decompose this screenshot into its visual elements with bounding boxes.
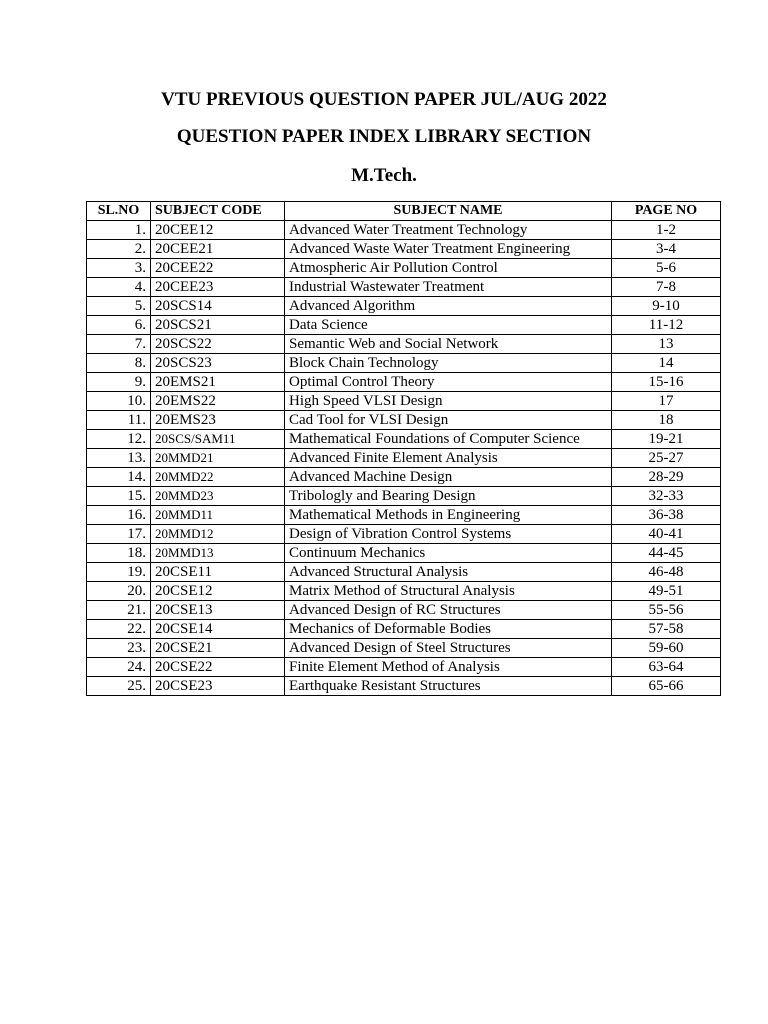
column-header-page-no: PAGE NO <box>612 202 721 221</box>
cell-subject-code: 20MMD22 <box>151 468 285 487</box>
cell-page-no: 28-29 <box>612 468 721 487</box>
cell-subject-code: 20CEE22 <box>151 259 285 278</box>
cell-subject-name: Finite Element Method of Analysis <box>285 658 612 677</box>
cell-page-no: 7-8 <box>612 278 721 297</box>
table-row <box>87 316 721 335</box>
cell-page-no: 3-4 <box>612 240 721 259</box>
cell-subject-code: 20CSE21 <box>151 639 285 658</box>
cell-subject-name: Design of Vibration Control Systems <box>285 525 612 544</box>
cell-sl-no: 21. <box>87 601 151 620</box>
table-row <box>87 582 721 601</box>
cell-page-no: 14 <box>612 354 721 373</box>
cell-subject-code: 20MMD23 <box>151 487 285 506</box>
cell-page-no: 17 <box>612 392 721 411</box>
cell-sl-no: 24. <box>87 658 151 677</box>
table-row <box>87 468 721 487</box>
cell-page-no: 44-45 <box>612 544 721 563</box>
table-row <box>87 544 721 563</box>
cell-sl-no: 25. <box>87 677 151 696</box>
table-row <box>87 525 721 544</box>
table-row <box>87 240 721 259</box>
cell-subject-name: Advanced Design of RC Structures <box>285 601 612 620</box>
cell-sl-no: 1. <box>87 221 151 240</box>
cell-subject-name: Cad Tool for VLSI Design <box>285 411 612 430</box>
table-row <box>87 297 721 316</box>
cell-sl-no: 11. <box>87 411 151 430</box>
cell-page-no: 46-48 <box>612 563 721 582</box>
cell-subject-name: Advanced Design of Steel Structures <box>285 639 612 658</box>
cell-sl-no: 13. <box>87 449 151 468</box>
table-row <box>87 601 721 620</box>
cell-page-no: 55-56 <box>612 601 721 620</box>
table-row <box>87 658 721 677</box>
cell-subject-code: 20SCS23 <box>151 354 285 373</box>
table-header-row <box>87 202 721 221</box>
question-paper-index-table <box>86 201 721 696</box>
table-row <box>87 487 721 506</box>
cell-sl-no: 12. <box>87 430 151 449</box>
table-row <box>87 620 721 639</box>
cell-subject-code: 20CSE22 <box>151 658 285 677</box>
cell-subject-code: 20MMD13 <box>151 544 285 563</box>
cell-subject-name: Advanced Finite Element Analysis <box>285 449 612 468</box>
table-row <box>87 411 721 430</box>
cell-page-no: 25-27 <box>612 449 721 468</box>
table-row <box>87 335 721 354</box>
cell-page-no: 5-6 <box>612 259 721 278</box>
cell-sl-no: 17. <box>87 525 151 544</box>
cell-subject-code: 20CEE21 <box>151 240 285 259</box>
cell-subject-code: 20MMD21 <box>151 449 285 468</box>
cell-sl-no: 14. <box>87 468 151 487</box>
cell-page-no: 9-10 <box>612 297 721 316</box>
document-subtitle: QUESTION PAPER INDEX LIBRARY SECTION <box>176 126 592 147</box>
cell-sl-no: 7. <box>87 335 151 354</box>
table-row <box>87 506 721 525</box>
cell-sl-no: 9. <box>87 373 151 392</box>
cell-subject-code: 20CSE13 <box>151 601 285 620</box>
column-header-subject-code: SUBJECT CODE <box>151 202 285 221</box>
table-row <box>87 677 721 696</box>
cell-sl-no: 3. <box>87 259 151 278</box>
document-title: VTU PREVIOUS QUESTION PAPER JUL/AUG 2022 <box>161 89 607 110</box>
cell-subject-code: 20SCS21 <box>151 316 285 335</box>
cell-subject-name: Data Science <box>285 316 612 335</box>
cell-sl-no: 23. <box>87 639 151 658</box>
cell-subject-code: 20CSE23 <box>151 677 285 696</box>
cell-page-no: 18 <box>612 411 721 430</box>
cell-sl-no: 19. <box>87 563 151 582</box>
cell-subject-name: Matrix Method of Structural Analysis <box>285 582 612 601</box>
cell-subject-code: 20CEE23 <box>151 278 285 297</box>
cell-sl-no: 10. <box>87 392 151 411</box>
cell-subject-name: Tribologly and Bearing Design <box>285 487 612 506</box>
cell-page-no: 15-16 <box>612 373 721 392</box>
cell-subject-code: 20MMD12 <box>151 525 285 544</box>
cell-page-no: 63-64 <box>612 658 721 677</box>
cell-sl-no: 16. <box>87 506 151 525</box>
table-row <box>87 563 721 582</box>
cell-subject-code: 20CEE12 <box>151 221 285 240</box>
cell-sl-no: 22. <box>87 620 151 639</box>
program-title: M.Tech. <box>351 165 417 186</box>
cell-page-no: 49-51 <box>612 582 721 601</box>
cell-subject-name: Earthquake Resistant Structures <box>285 677 612 696</box>
cell-page-no: 11-12 <box>612 316 721 335</box>
table-row <box>87 449 721 468</box>
cell-subject-name: Continuum Mechanics <box>285 544 612 563</box>
cell-page-no: 57-58 <box>612 620 721 639</box>
cell-sl-no: 8. <box>87 354 151 373</box>
cell-subject-name: Optimal Control Theory <box>285 373 612 392</box>
cell-page-no: 40-41 <box>612 525 721 544</box>
cell-subject-name: Atmospheric Air Pollution Control <box>285 259 612 278</box>
cell-page-no: 32-33 <box>612 487 721 506</box>
table-row <box>87 221 721 240</box>
cell-subject-code: 20SCS22 <box>151 335 285 354</box>
cell-page-no: 1-2 <box>612 221 721 240</box>
table-row <box>87 259 721 278</box>
cell-subject-code: 20SCS/SAM11 <box>151 430 285 449</box>
cell-subject-name: Advanced Water Treatment Technology <box>285 221 612 240</box>
cell-subject-code: 20CSE12 <box>151 582 285 601</box>
cell-sl-no: 4. <box>87 278 151 297</box>
cell-sl-no: 5. <box>87 297 151 316</box>
cell-sl-no: 20. <box>87 582 151 601</box>
cell-subject-code: 20EMS23 <box>151 411 285 430</box>
cell-subject-name: Block Chain Technology <box>285 354 612 373</box>
cell-subject-code: 20SCS14 <box>151 297 285 316</box>
cell-page-no: 36-38 <box>612 506 721 525</box>
cell-subject-name: Advanced Structural Analysis <box>285 563 612 582</box>
table-row <box>87 278 721 297</box>
cell-subject-name: High Speed VLSI Design <box>285 392 612 411</box>
cell-subject-name: Advanced Machine Design <box>285 468 612 487</box>
cell-subject-name: Mathematical Methods in Engineering <box>285 506 612 525</box>
cell-sl-no: 18. <box>87 544 151 563</box>
cell-page-no: 19-21 <box>612 430 721 449</box>
cell-page-no: 13 <box>612 335 721 354</box>
cell-page-no: 65-66 <box>612 677 721 696</box>
table-row <box>87 639 721 658</box>
cell-subject-code: 20MMD11 <box>151 506 285 525</box>
table-row <box>87 354 721 373</box>
cell-subject-code: 20EMS22 <box>151 392 285 411</box>
cell-sl-no: 6. <box>87 316 151 335</box>
table-row <box>87 373 721 392</box>
cell-subject-code: 20EMS21 <box>151 373 285 392</box>
cell-subject-name: Semantic Web and Social Network <box>285 335 612 354</box>
cell-subject-name: Advanced Waste Water Treatment Engineering <box>285 240 612 259</box>
cell-subject-name: Mathematical Foundations of Computer Science <box>285 430 612 449</box>
column-header-subject-name: SUBJECT NAME <box>285 202 612 221</box>
cell-subject-name: Advanced Algorithm <box>285 297 612 316</box>
cell-subject-code: 20CSE11 <box>151 563 285 582</box>
table-row <box>87 392 721 411</box>
cell-sl-no: 2. <box>87 240 151 259</box>
table-row <box>87 430 721 449</box>
cell-page-no: 59-60 <box>612 639 721 658</box>
cell-subject-name: Industrial Wastewater Treatment <box>285 278 612 297</box>
cell-sl-no: 15. <box>87 487 151 506</box>
column-header-sl-no: SL.NO <box>87 202 151 221</box>
cell-subject-code: 20CSE14 <box>151 620 285 639</box>
cell-subject-name: Mechanics of Deformable Bodies <box>285 620 612 639</box>
